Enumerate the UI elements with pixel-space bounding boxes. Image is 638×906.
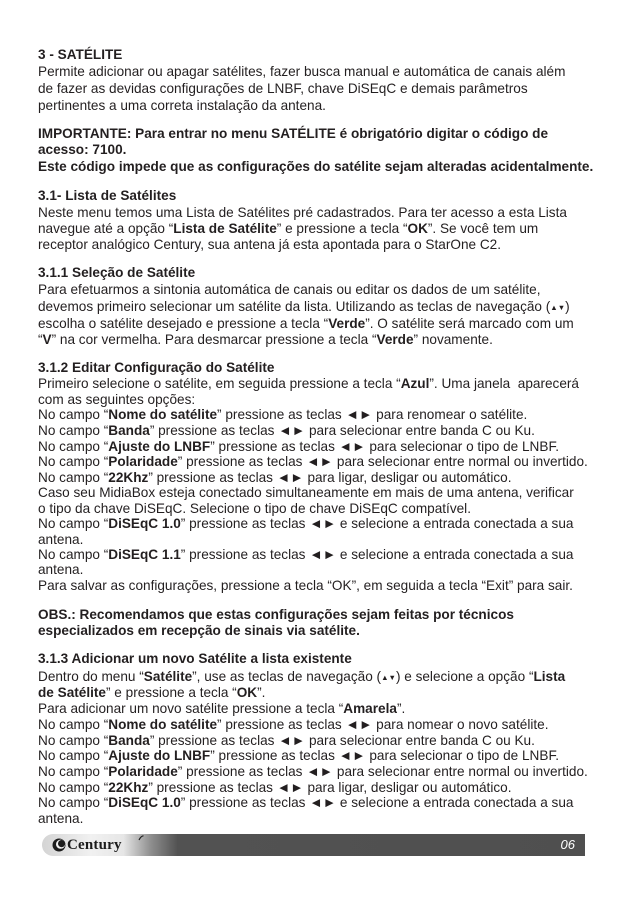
text-line	[38, 299, 570, 315]
text: devemos primeiro selecionar um satélite da lista. Utilizando as teclas de navegação (	[38, 299, 551, 314]
text-line	[38, 501, 471, 517]
text: Primeiro selecione o satélite, em seguida pressione a tecla “	[38, 376, 401, 391]
text-line	[38, 98, 326, 114]
text: Para salvar as configurações, pressione a tecla “OK”, em seguida a tecla “Exit” para sair.	[38, 578, 573, 593]
bold-text: Polaridade	[108, 454, 178, 469]
text: pertinentes a uma correta instalação da antena.	[38, 98, 326, 113]
section-heading	[38, 651, 352, 667]
bold-text: 22Khz	[108, 470, 149, 485]
logo-swoosh-icon	[138, 835, 144, 841]
bold-text: Satélite	[143, 669, 193, 684]
text: Permite adicionar ou apagar satélites, fazer busca manual e automática de canais além	[38, 64, 566, 79]
text: antena.	[38, 811, 84, 826]
text-line	[38, 316, 574, 332]
text-line	[38, 669, 565, 685]
text-line	[38, 407, 527, 423]
text: ” e pressione a tecla “	[276, 221, 408, 236]
text: ” pressione as teclas ◄► para selecionar entre banda C ou Ku.	[149, 733, 535, 748]
text: No campo “	[38, 795, 109, 810]
text: ” pressione as teclas ◄► para renomear o satélite.	[217, 407, 528, 422]
text: de fazer as devidas configurações de LNBF, chave DiSEqC e demais parâmetros	[38, 81, 528, 96]
text: o tipo da chave DiSEqC. Selecione o tipo de chave DiSEqC compatível.	[38, 501, 471, 516]
bold-text: 3.1.2 Editar Configuração do Satélite	[38, 360, 275, 375]
text-line	[38, 701, 405, 717]
text-line	[38, 578, 573, 594]
text-line	[38, 733, 535, 749]
text-line	[38, 282, 541, 298]
text: ” e pressione a tecla “	[106, 685, 237, 700]
text-line	[38, 485, 574, 501]
bold-text: OK	[236, 685, 258, 700]
text: ”. O satélite será marcado com um	[365, 316, 574, 331]
section-heading	[38, 360, 274, 376]
text: navegue até a opção “	[38, 221, 174, 236]
bold-text: 3.1.1 Seleção de Satélite	[38, 265, 196, 280]
text: Para adicionar um novo satélite pressione a tecla “	[38, 701, 344, 716]
bold-text: Este código impede que as configurações do satélite sejam alteradas acidentalmente.	[38, 159, 594, 174]
text: No campo “	[38, 516, 109, 531]
text: No campo “	[38, 470, 109, 485]
bold-text: Ajuste do LNBF	[108, 748, 211, 763]
text-line	[38, 376, 579, 392]
bold-text: OK	[407, 221, 428, 236]
bold-text: Azul	[400, 376, 430, 391]
bold-text: 3.1.3 Adicionar um novo Satélite a lista existente	[38, 651, 352, 666]
text-line	[38, 64, 565, 80]
bold-text: Banda	[108, 733, 150, 748]
text-line	[38, 439, 559, 455]
text-line	[38, 81, 528, 97]
text: No campo “	[38, 733, 109, 748]
text-line	[38, 547, 573, 563]
text: antena.	[38, 532, 84, 547]
text: No campo “	[38, 439, 109, 454]
text: ” pressione as teclas ◄► e selecione a entrada conectada a sua	[180, 547, 574, 562]
text: ” pressione as teclas ◄► e selecione a entrada conectada a sua	[180, 516, 574, 531]
bold-text: Banda	[108, 423, 150, 438]
text-line	[38, 685, 265, 701]
bold-text: acesso: 7100.	[38, 142, 127, 157]
text: ”, use as teclas de navegação (	[192, 669, 382, 684]
bold-text: IMPORTANTE: Para entrar no menu SATÉLITE é obrigatório digitar o código de	[38, 126, 549, 141]
text-line	[38, 811, 83, 827]
text: escolha o satélite desejado e pressione a tecla “	[38, 316, 329, 331]
text-line	[38, 142, 126, 158]
navigation-arrows-icon: ▲▼	[550, 303, 566, 312]
text: com as seguintes opções:	[38, 392, 196, 407]
text-line	[38, 516, 573, 532]
text-line	[38, 454, 588, 470]
page-number: 06	[560, 837, 575, 852]
text: ”. Uma janela aparecerá	[429, 376, 579, 391]
text: Caso seu MidiaBox esteja conectado simultaneamente em mais de uma antena, verificar	[38, 485, 574, 500]
text: No campo “	[38, 407, 109, 422]
text-line	[38, 159, 593, 175]
text: ”.	[396, 701, 406, 716]
section-heading	[38, 188, 176, 204]
text: ” pressione as teclas ◄► para selecionar o tipo de LNBF.	[210, 439, 560, 454]
text: ” pressione as teclas ◄► para selecionar entre banda C ou Ku.	[149, 423, 535, 438]
text: ” pressione as teclas ◄► para ligar, desligar ou automático.	[148, 470, 512, 485]
text: ” na cor vermelha. Para desmarcar pressione a tecla “	[51, 332, 377, 347]
text: No campo “	[38, 423, 109, 438]
bold-text: Nome do satélite	[108, 717, 218, 732]
text: ” pressione as teclas ◄► para selecionar entre normal ou invertido.	[177, 764, 588, 779]
text-line	[38, 532, 83, 548]
text: ” pressione as teclas ◄► para nomear o novo satélite.	[217, 717, 549, 732]
text: No campo “	[38, 454, 109, 469]
text-line	[38, 748, 559, 764]
bold-text: 3 - SATÉLITE	[38, 47, 123, 62]
section-heading	[38, 126, 548, 142]
text: antena.	[38, 562, 84, 577]
text-line	[38, 795, 573, 811]
text-line	[38, 780, 511, 796]
text: No campo “	[38, 717, 109, 732]
bold-text: Nome do satélite	[108, 407, 218, 422]
text: )	[565, 299, 570, 314]
bold-text: DiSEqC 1.1	[108, 547, 181, 562]
bold-text: Ajuste do LNBF	[108, 439, 211, 454]
section-heading	[38, 265, 195, 281]
bold-text: Verde	[328, 316, 366, 331]
text: “	[38, 332, 43, 347]
text-line	[38, 562, 83, 578]
bold-text: especializados em recepção de sinais via satélite.	[38, 623, 360, 638]
text: Para efetuarmos a sintonia automática de canais ou editar os dados de um satélite,	[38, 282, 541, 297]
text-line	[38, 470, 511, 486]
bold-text: Polaridade	[108, 764, 178, 779]
bold-text: 3.1- Lista de Satélites	[38, 188, 177, 203]
bold-text: Verde	[376, 332, 414, 347]
bold-text: OBS.: Recomendamos que estas configurações sejam feitas por técnicos	[38, 607, 514, 622]
text-line	[38, 764, 588, 780]
bold-text: Lista de Satélite	[173, 221, 277, 236]
text: ” pressione as teclas ◄► e selecione a entrada conectada a sua	[180, 795, 574, 810]
text: Neste menu temos uma Lista de Satélites pré cadastrados. Para ter acesso a esta Lista	[38, 205, 567, 220]
text-line	[38, 423, 535, 439]
text: ” novamente.	[413, 332, 493, 347]
navigation-arrows-icon: ▲▼	[381, 673, 396, 682]
text-line	[38, 717, 548, 733]
section-heading	[38, 47, 122, 63]
text: receptor analógico Century, sua antena já esta apontada para o StarOne C2.	[38, 237, 501, 252]
bold-text: de Satélite	[38, 685, 106, 700]
text-line	[38, 205, 567, 221]
text-line	[38, 332, 493, 348]
text-line	[38, 237, 501, 253]
section-heading	[38, 607, 514, 623]
text-line	[38, 221, 538, 237]
text: ”.	[257, 685, 266, 700]
bold-text: Lista	[533, 669, 566, 684]
bold-text: DiSEqC 1.0	[108, 516, 181, 531]
text: ”. Se você tem um	[427, 221, 539, 236]
text-line	[38, 623, 360, 639]
text: No campo “	[38, 764, 109, 779]
text: No campo “	[38, 780, 109, 795]
page-footer	[42, 834, 585, 856]
century-logo-icon	[52, 838, 66, 852]
century-logo-text: Century	[67, 837, 122, 853]
bold-text: 22Khz	[108, 780, 149, 795]
text: ” pressione as teclas ◄► para selecionar o tipo de LNBF.	[210, 748, 560, 763]
bold-text: Amarela	[343, 701, 397, 716]
text: Dentro do menu “	[38, 669, 144, 684]
bold-text: DiSEqC 1.0	[108, 795, 181, 810]
text: No campo “	[38, 547, 109, 562]
text: ” pressione as teclas ◄► para selecionar entre normal ou invertido.	[177, 454, 588, 469]
text: ) e selecione a opção “	[395, 669, 534, 684]
text-line	[38, 392, 195, 408]
bold-text: V	[42, 332, 52, 347]
text: No campo “	[38, 748, 109, 763]
text: ” pressione as teclas ◄► para ligar, desligar ou automático.	[148, 780, 512, 795]
